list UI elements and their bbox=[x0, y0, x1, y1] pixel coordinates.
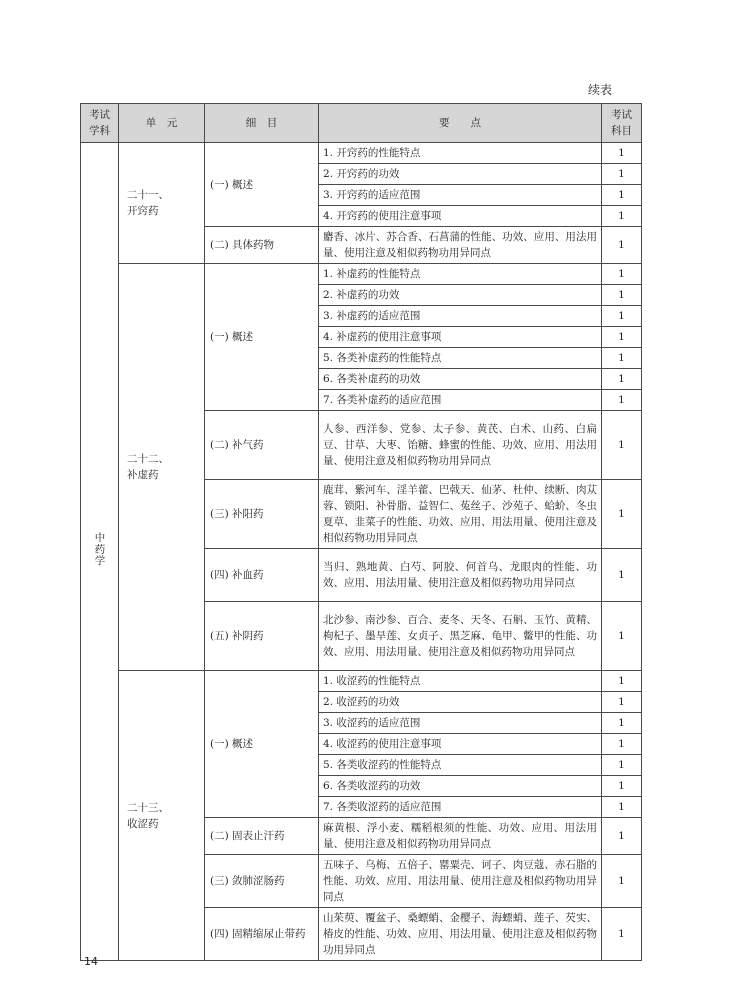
header-section: 细 目 bbox=[205, 104, 319, 143]
point-cell: 6. 各类收涩药的功效 bbox=[319, 776, 602, 797]
level-cell: 1 bbox=[602, 755, 642, 776]
point-cell: 2. 开窍药的功效 bbox=[319, 164, 602, 185]
point-cell: 7. 各类收涩药的适应范围 bbox=[319, 797, 602, 818]
section-cell: (五) 补阴药 bbox=[205, 602, 319, 671]
point-cell: 4. 收涩药的使用注意事项 bbox=[319, 734, 602, 755]
level-cell: 1 bbox=[602, 327, 642, 348]
table-header-row bbox=[81, 104, 642, 143]
point-cell: 6. 各类补虚药的功效 bbox=[319, 369, 602, 390]
level-cell: 1 bbox=[602, 855, 642, 908]
table-body bbox=[81, 143, 642, 961]
section-cell: (四) 固精缩尿止带药 bbox=[205, 908, 319, 961]
point-cell: 人参、西洋参、党参、太子参、黄芪、白术、山药、白扁豆、甘草、大枣、饴糖、蜂蜜的性能、功效、应用、用法用量、使用注意及相似药物功用异同点 bbox=[319, 411, 602, 480]
level-cell: 1 bbox=[602, 602, 642, 671]
level-cell: 1 bbox=[602, 671, 642, 692]
point-cell: 山茱萸、覆盆子、桑螵蛸、金樱子、海螵蛸、莲子、芡实、椿皮的性能、功效、应用、用法用量、使用注意及相似药物功用异同点 bbox=[319, 908, 602, 961]
point-cell: 3. 补虚药的适应范围 bbox=[319, 306, 602, 327]
point-cell: 麻黄根、浮小麦、糯稻根须的性能、功效、应用、用法用量、使用注意及相似药物功用异同点 bbox=[319, 818, 602, 855]
point-cell: 4. 开窍药的使用注意事项 bbox=[319, 206, 602, 227]
level-cell: 1 bbox=[602, 227, 642, 264]
unit-cell: 二十三、 收涩药 bbox=[119, 671, 205, 961]
header-subject: 考试 学科 bbox=[81, 104, 119, 143]
level-cell: 1 bbox=[602, 713, 642, 734]
section-cell: (二) 补气药 bbox=[205, 411, 319, 480]
section-cell: (一) 概述 bbox=[205, 264, 319, 411]
table-row bbox=[81, 671, 642, 692]
level-cell: 1 bbox=[602, 264, 642, 285]
point-cell: 2. 收涩药的功效 bbox=[319, 692, 602, 713]
level-cell: 1 bbox=[602, 776, 642, 797]
point-cell: 当归、熟地黄、白芍、阿胶、何首乌、龙眼肉的性能、功效、应用、用法用量、使用注意及相似药物功用异同点 bbox=[319, 549, 602, 602]
level-cell: 1 bbox=[602, 390, 642, 411]
section-cell: (四) 补血药 bbox=[205, 549, 319, 602]
level-cell: 1 bbox=[602, 734, 642, 755]
level-cell: 1 bbox=[602, 549, 642, 602]
point-cell: 2. 补虚药的功效 bbox=[319, 285, 602, 306]
point-cell: 1. 开窍药的性能特点 bbox=[319, 143, 602, 164]
point-cell: 7. 各类补虚药的适应范围 bbox=[319, 390, 602, 411]
level-cell: 1 bbox=[602, 185, 642, 206]
point-cell: 3. 收涩药的适应范围 bbox=[319, 713, 602, 734]
continued-label: 续表 bbox=[588, 83, 613, 97]
section-cell: (一) 概述 bbox=[205, 143, 319, 227]
unit-cell: 二十二、 补虚药 bbox=[119, 264, 205, 671]
level-cell: 1 bbox=[602, 818, 642, 855]
level-cell: 1 bbox=[602, 206, 642, 227]
header-points: 要 点 bbox=[319, 104, 602, 143]
point-cell: 1. 补虚药的性能特点 bbox=[319, 264, 602, 285]
point-cell: 麝香、冰片、苏合香、石菖蒲的性能、功效、应用、用法用量、使用注意及相似药物功用异同点 bbox=[319, 227, 602, 264]
point-cell: 4. 补虚药的使用注意事项 bbox=[319, 327, 602, 348]
subject-label: 中药学 bbox=[93, 531, 106, 567]
point-cell: 5. 各类收涩药的性能特点 bbox=[319, 755, 602, 776]
level-cell: 1 bbox=[602, 143, 642, 164]
point-cell: 3. 开窍药的适应范围 bbox=[319, 185, 602, 206]
section-cell: (二) 具体药物 bbox=[205, 227, 319, 264]
level-cell: 1 bbox=[602, 306, 642, 327]
point-cell: 北沙参、南沙参、百合、麦冬、天冬、石斛、玉竹、黄精、枸杞子、墨旱莲、女贞子、黑芝麻、龟甲、鳖甲的性能、功效、应用、用法用量、使用注意及相似药物功用异同点 bbox=[319, 602, 602, 671]
point-cell: 五味子、乌梅、五倍子、罂粟壳、诃子、肉豆蔻、赤石脂的性能、功效、应用、用法用量、使用注意及相似药物功用异同点 bbox=[319, 855, 602, 908]
level-cell: 1 bbox=[602, 692, 642, 713]
level-cell: 1 bbox=[602, 164, 642, 185]
table-row bbox=[81, 264, 642, 285]
point-cell: 1. 收涩药的性能特点 bbox=[319, 671, 602, 692]
level-cell: 1 bbox=[602, 369, 642, 390]
subject-cell bbox=[81, 143, 119, 961]
level-cell: 1 bbox=[602, 480, 642, 549]
level-cell: 1 bbox=[602, 285, 642, 306]
level-cell: 1 bbox=[602, 348, 642, 369]
header-level: 考试 科目 bbox=[602, 104, 642, 143]
level-cell: 1 bbox=[602, 411, 642, 480]
section-cell: (一) 概述 bbox=[205, 671, 319, 818]
unit-cell: 二十一、 开窍药 bbox=[119, 143, 205, 264]
point-cell: 鹿茸、紫河车、淫羊藿、巴戟天、仙茅、杜仲、续断、肉苁蓉、锁阳、补骨脂、益智仁、菟丝子、沙苑子、蛤蚧、冬虫夏草、韭菜子的性能、功效、应用、用法用量、使用注意及相似药物功用异同点 bbox=[319, 480, 602, 549]
level-cell: 1 bbox=[602, 908, 642, 961]
section-cell: (二) 固表止汗药 bbox=[205, 818, 319, 855]
section-cell: (三) 敛肺涩肠药 bbox=[205, 855, 319, 908]
table-row bbox=[81, 143, 642, 164]
section-cell: (三) 补阳药 bbox=[205, 480, 319, 549]
level-cell: 1 bbox=[602, 797, 642, 818]
syllabus-table bbox=[80, 103, 642, 961]
point-cell: 5. 各类补虚药的性能特点 bbox=[319, 348, 602, 369]
header-unit: 单 元 bbox=[119, 104, 205, 143]
page-number: 14 bbox=[84, 955, 98, 968]
